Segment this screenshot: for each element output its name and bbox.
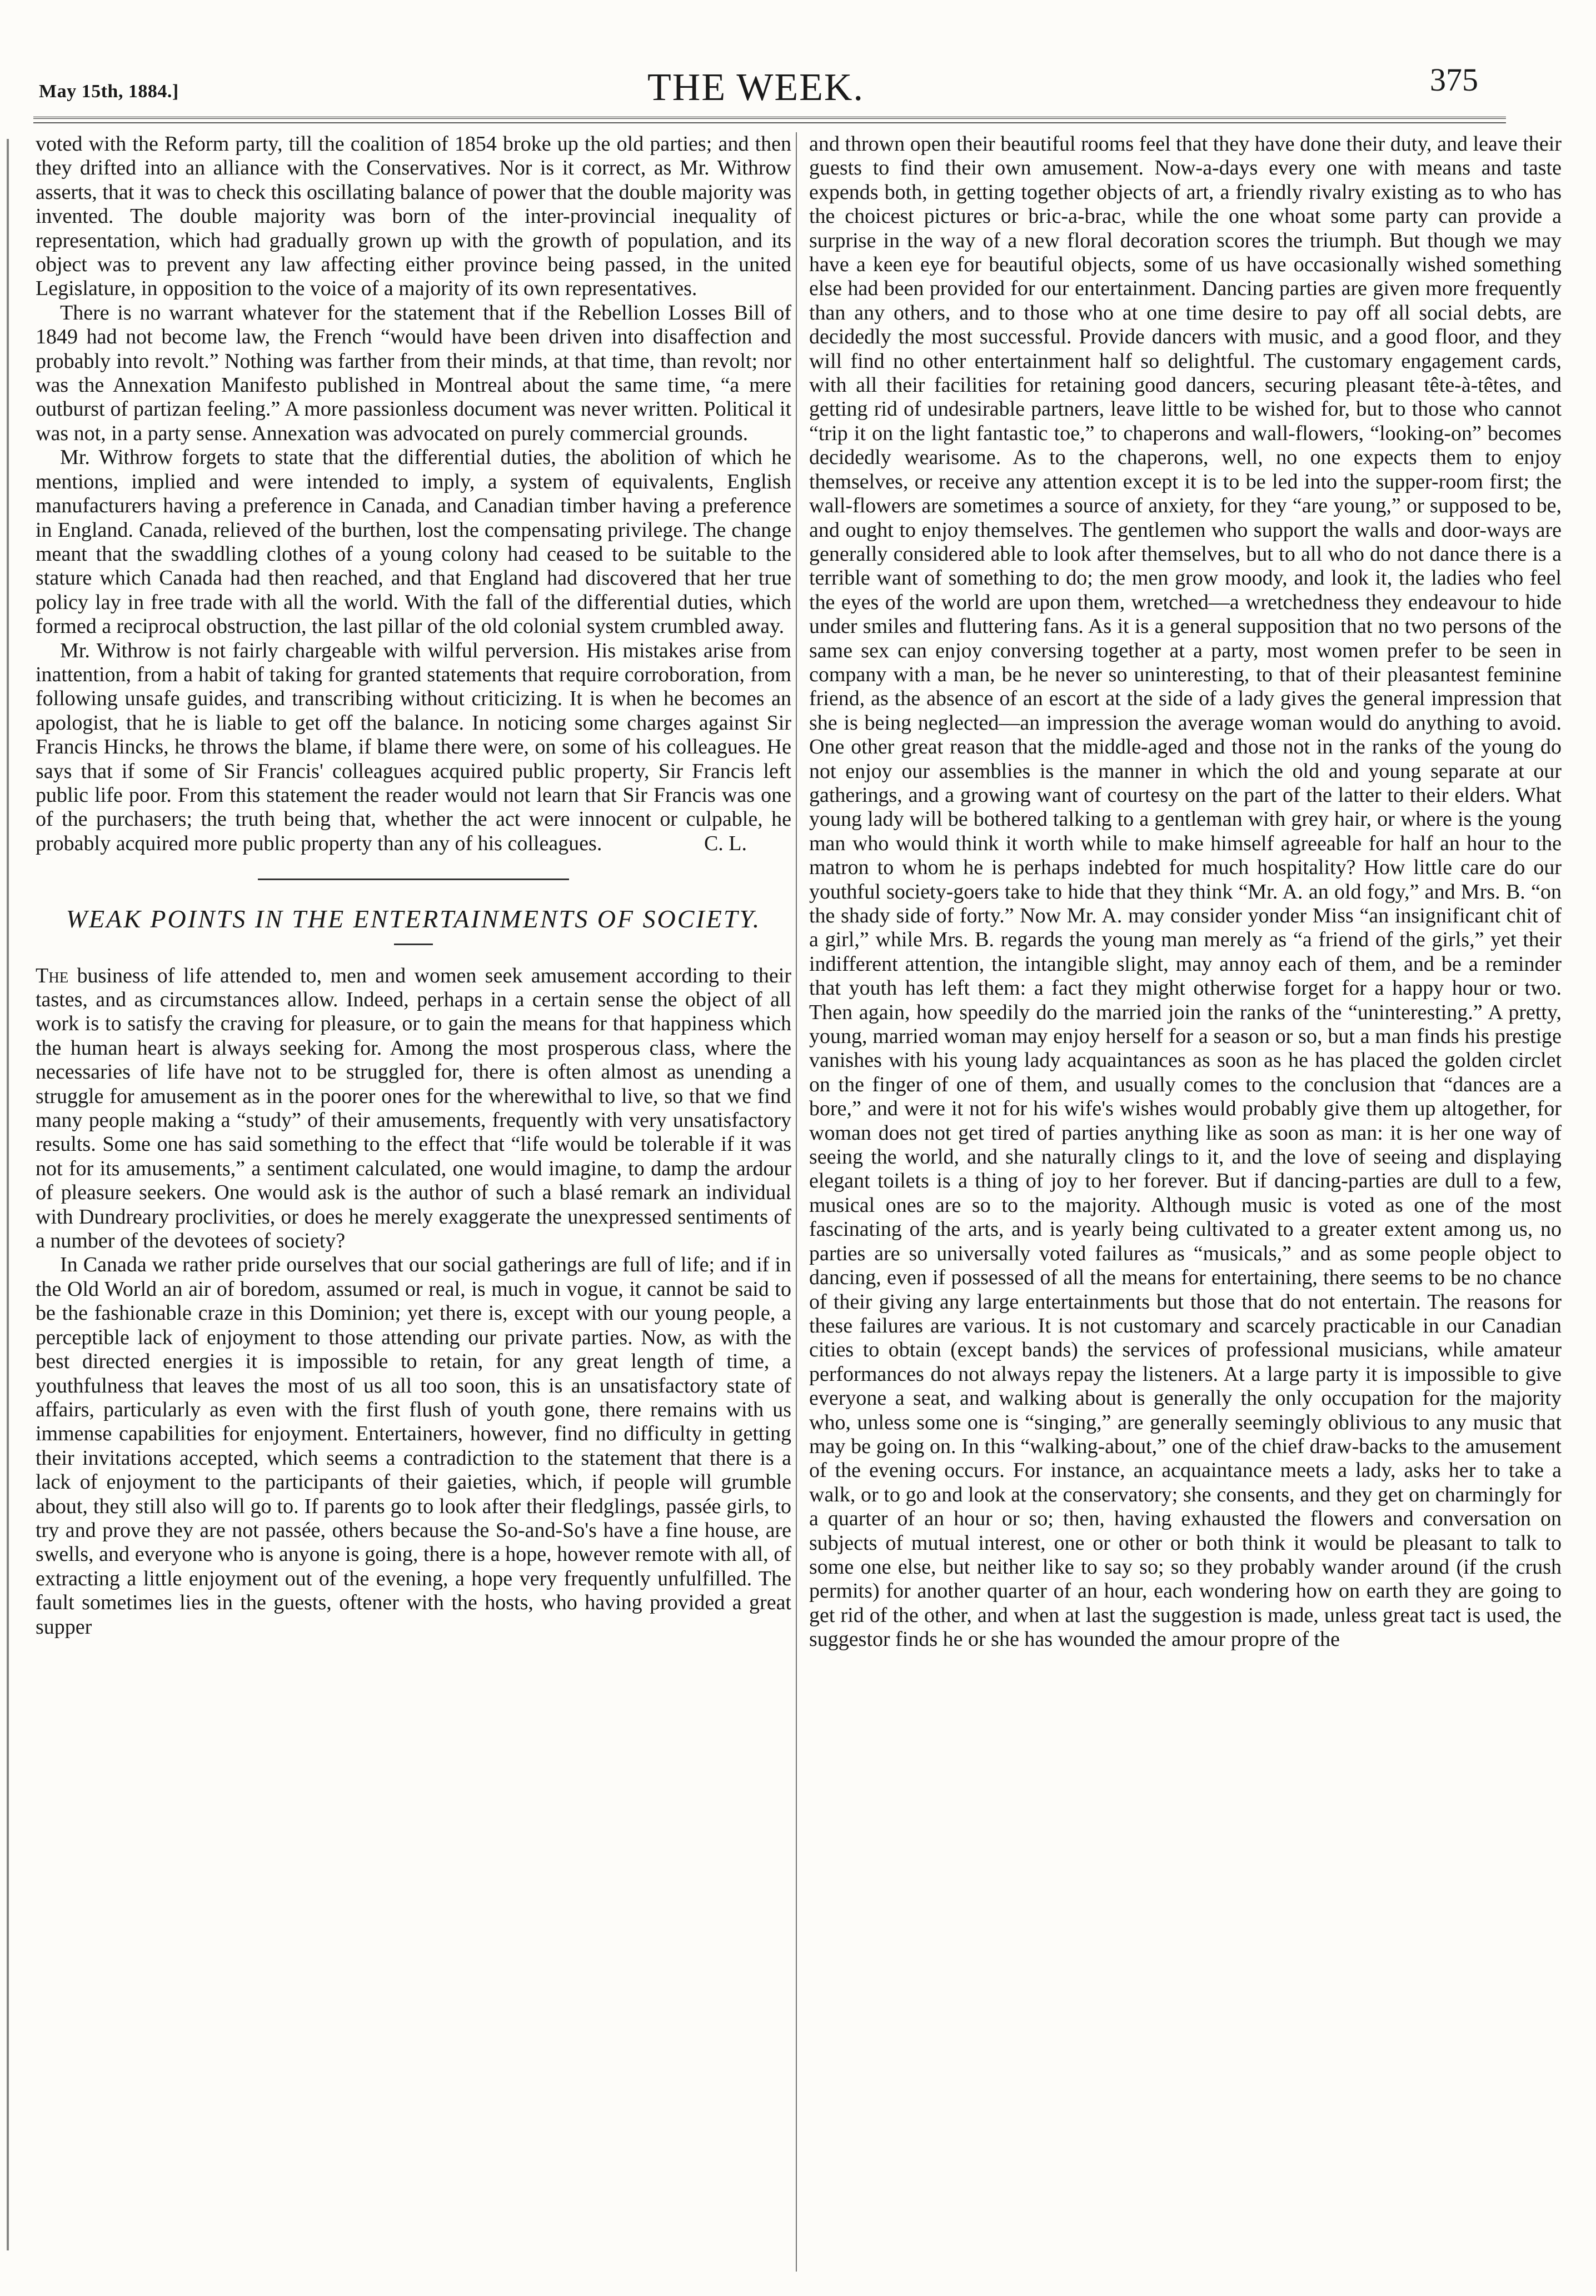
paragraph: Mr. Withrow forgets to state that the differential duties, the abolition of which he mentions, implied and were intended to imply, a system of equivalents, English manufacturers having a preference in Canada, and Canadian timber having a preference in England. Canada, relieved of the burthen, lost the compensating privilege. The change meant that the swaddling clothes of a young colony had ceased to be suitable to the stature which Canada had then reached, and that England had discovered that her true policy lay in free trade with all the world. With the fall of the differential duties, which formed a reciprocal obstruction, the last pillar of the old colonial system crumbled away. bbox=[36, 446, 791, 638]
paragraph: voted with the Reform party, till the coalition of 1854 broke up the old parties; and then they drifted into an alliance with the Conservatives. Nor is it correct, as Mr. Withrow asserts, that it was to check this oscillating balance of power that the double majority was invented. The double majority was born of the inter-provincial inequality of representation, which had gradually grown up with the growth of population, and its object was to prevent any law affecting either province being passed, in the united Legislature, in opposition to the voice of a majority of its own representatives. bbox=[36, 132, 791, 301]
article-paragraph: In Canada we rather pride ourselves that our social gatherings are full of life; and if in the Old World an air of boredom, assumed or real, is much in vogue, it cannot be said to be the fashionable craze in this Dominion; yet there is, except with our young people, a perceptible lack of enjoyment to those attending our private parties. Now, as with the best directed energies it is impossible to retain, for any great length of time, a youthfulness that leaves the most of us all too soon, this is an unsatisfactory state of affairs, particularly as even with the first flush of youth gone, there remains with us immense capabilities for enjoyment. Entertainers, however, find no difficulty in getting their invitations accepted, which seems a contradiction to the statement that there is a lack of enjoyment to the participants of their gaieties, which, if people will grumble about, they still also will go to. If parents go to look after their fledglings, passée girls, to try and prove they are not passée, others because the So-and-So's have a fine house, are swells, and everyone who is anyone is going, there is a hope, however remote with all, of extracting a little enjoyment out of the evening, a hope very frequently unfulfilled. The fault sometimes lies in the guests, oftener with the hosts, who having provided a great supper bbox=[36, 1253, 791, 1639]
paragraph: Mr. Withrow is not fairly chargeable with wilful perversion. His mistakes arise from inattention, from a habit of taking for granted statements that require corroboration, from following unsafe guides, and transcribing without criticizing. It is when he becomes an apologist, that he is liable to get off the balance. In noticing some charges against Sir Francis Hincks, he throws the blame, if blame there were, on some of his colleagues. He says that if some of Sir Francis' colleagues acquired public property, Sir Francis left public life poor. From this statement the reader would not learn that Sir Francis was one of the purchasers; the truth being that, whether the act were innocent or culpable, he probably acquired more public property than any of his colleagues. bbox=[36, 638, 791, 855]
masthead-title: THE WEEK. bbox=[647, 66, 864, 109]
page-number: 375 bbox=[1430, 62, 1478, 98]
issue-date: May 15th, 1884.] bbox=[39, 81, 179, 102]
column-divider bbox=[796, 132, 797, 2272]
paragraph: There is no warrant whatever for the statement that if the Rebellion Losses Bill of 1849 had not become law, the French “would have been driven into disaffection and probably into revolt.” Nothing was farther from their minds, at that time, than revolt; nor was the Annexation Manifesto published in Montreal about the same time, “a mere outburst of partizan feeling.” A more passionless document was never written. Political it was not, in a party sense. Annexation was advocated on purely commercial grounds. bbox=[36, 301, 791, 445]
article-title: WEAK POINTS IN THE ENTERTAINMENTS OF SOCIETY. bbox=[66, 904, 761, 933]
article-text: business of life attended to, men and women seek amusement according to their tastes, and as circumstances allow. Indeed, perhaps in a certain sense the object of all work is to satisfy the craving for pleasure, or to gain the means for that happiness which the human heart is always seeking for. Among the most prosperous class, where the necessaries of life have not to be struggled for, there is often almost as unending a struggle for amusement as in the poorer ones for the wherewithal to live, so that we find many people making a “study” of their amusements, frequently with very unsatisfactory results. Some one has said something to the effect that “life would be tolerable if it was not for its amusements,” a sentiment calculated, one would imagine, to damp the ardour of pleasure seekers. One would ask is the author of such a blasé remark an individual with Dundreary proclivities, or does he merely exaggerate the unexpressed sentiments of a number of the devotees of society? bbox=[36, 964, 791, 1253]
section-divider bbox=[258, 879, 569, 880]
signature: C. L. bbox=[704, 832, 747, 856]
page-header bbox=[33, 49, 1478, 110]
title-rule bbox=[394, 944, 433, 945]
paragraph: and thrown open their beautiful rooms feel that they have done their duty, and leave their guests to find their own amusement. Now-a-days every one with means and taste expends both, in getting together objects of art, a friendly rivalry existing as to who has the choicest pictures or bric-a-brac, while the one whoat some party can provide a surprise in the way of a new floral decoration scores the triumph. But though we may have a keen eye for beautiful objects, some of us have occasionally wished something else had been provided for our entertainment. Dancing parties are given more frequently than any others, and to those who at one time desire to pay off all social debts, are decidedly the most successful. Provide dancers with music, and a good floor, and they will find no other entertainment half so delightful. The customary engagement cards, with all their facilities for retaining good dancers, securing pleasant tête-à-têtes, and getting rid of undesirable partners, leave little to be wished for, but to those who cannot “trip it on the light fantastic toe,” to chaperons and wall-flowers, “looking-on” becomes decidedly wearisome. As to the chaperons, well, no one expects them to enjoy themselves, or receive any attention except it is to be led into the supper-room first; the wall-flowers are sometimes a source of anxiety, for they “are young,” or supposed to be, and ought to enjoy themselves. The gentlemen who support the walls and door-ways are generally considered able to look after themselves, but to all who do not dance there is a terrible want of something to do; the men grow moody, and look it, the ladies who feel the eyes of the world are upon them, wretched—a wretchedness they endeavour to hide under smiles and fluttering fans. As it is a general supposition that no two persons of the same sex can enjoy conversing together at a party, most women prefer to be seen in company with a man, be he never so uninteresting, to that of their pleasantest feminine friend, as the absence of an escort at the side of a lady gives the general impression that she is being neglected—an impression the average woman would do anything to avoid. One other great reason that the middle-aged and those not in the ranks of the young do not enjoy our assemblies is the manner in which the old and young separate at our gatherings, and a growing want of courtesy on the part of the latter to their elders. What young lady will be bothered talking to a gentleman with grey hair, or where is the young man who would think it worth while to make himself agreeable for half an hour to the matron to whom he is perhaps indebted for much hospitality? How little care do our youthful society-goers take to hide that they think “Mr. A. an old fogy,” and Mrs. B. “on the shady side of forty.” Now Mr. A. may consider yonder Miss “an insignificant chit of a girl,” while Mrs. B. regards the young man merely as “a friend of the girls,” yet their indifferent attention, the intangible slight, may annoy each of them, and be a reminder that youth has left them: a fact they might otherwise forget for a happy hour or two. Then again, how speedily do the married join the ranks of the “uninteresting.” A pretty, young, married woman may enjoy herself for a season or so, but a man finds his prestige vanishes with his young lady acquaintances as soon as he has placed the golden circlet on the finger of one of them, and usually comes to the conclusion that “dances are a bore,” and were it not for his wife's wishes would probably give them up altogether, for woman does not get tired of parties anything like as soon as man: it is her one way of seeing the world, and she naturally clings to it, and the love of seeing and displaying elegant toilets is a thing of joy to her forever. But if dancing-parties are dull to a few, musical ones are so to the majority. Although music is voted as one of the most fascinating of the arts, and is yearly being cultivated to a greater extent among us, no parties are so universally voted failures as “musicals,” and as some people object to dancing, even if possessed of all the means for entertaining, there seems to be no chance of their giving any large entertainments but those that do not entertain. The reasons for these failures are various. It is not customary and scarcely practicable in our Canadian cities to obtain (except bands) the services of professional musicians, while amateur performances do not always repay the listeners. At a large party it is impossible to give everyone a seat, and walking about is generally the only occupation for the majority who, unless some one is “singing,” are generally seemingly oblivious to any music that may be going on. In this “walking-about,” one of the chief draw-backs to the amusement of the evening occurs. For instance, an acquaintance meets a lady, asks her to take a walk, or to go and look at the conservatory; she consents, and they get on charmingly for a quarter of an hour or so; then, having exhausted the flowers and conversation on subjects of mutual interest, one or other or both think it would be pleasant to talk to some one else, but neither like to say so; so they probably wander around (if the crush permits) for another quarter of an hour, each wondering how on earth they are going to get rid of the other, and when at last the suggestion is made, unless great tact is used, the suggestor finds he or she has wounded the amour propre of the bbox=[809, 132, 1562, 1651]
binding-edge bbox=[7, 139, 9, 2250]
opening-word: The bbox=[36, 964, 69, 987]
right-column bbox=[809, 132, 1562, 1652]
header-rule bbox=[33, 117, 1506, 123]
left-column bbox=[36, 132, 791, 1639]
article-paragraph bbox=[36, 964, 791, 1254]
